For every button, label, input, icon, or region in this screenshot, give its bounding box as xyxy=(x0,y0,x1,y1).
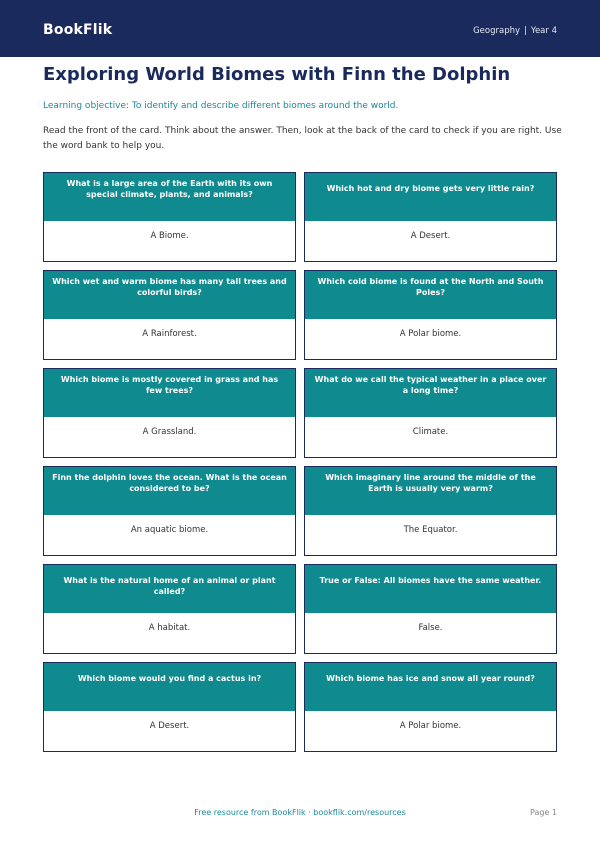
page-title: Exploring World Biomes with Finn the Dolphin xyxy=(43,64,511,85)
card-answer: A Polar biome. xyxy=(305,711,556,751)
card-question: Which biome would you find a cactus in? xyxy=(44,663,295,711)
flashcard xyxy=(43,270,296,360)
subject-label: Geography xyxy=(473,26,521,36)
card-row xyxy=(43,466,557,556)
card-question: Which imaginary line around the middle of the Earth is usually very warm? xyxy=(305,467,556,515)
card-answer: An aquatic biome. xyxy=(44,515,295,555)
card-question: Which biome has ice and snow all year round? xyxy=(305,663,556,711)
card-question: Which cold biome is found at the North and South Poles? xyxy=(305,271,556,319)
card-question: True or False: All biomes have the same weather. xyxy=(305,565,556,613)
card-question: Which biome is mostly covered in grass and has few trees? xyxy=(44,369,295,417)
card-row xyxy=(43,270,557,360)
card-question: Finn the dolphin loves the ocean. What is the ocean considered to be? xyxy=(44,467,295,515)
flashcard xyxy=(304,662,557,752)
flashcard xyxy=(43,662,296,752)
flashcard-grid xyxy=(43,172,557,760)
card-answer: A Grassland. xyxy=(44,417,295,457)
separator: | xyxy=(524,26,527,36)
card-answer: The Equator. xyxy=(305,515,556,555)
card-question: Which wet and warm biome has many tall trees and colorful birds? xyxy=(44,271,295,319)
card-question: What do we call the typical weather in a place over a long time? xyxy=(305,369,556,417)
learning-objective: Learning objective: To identify and describe different biomes around the world. xyxy=(43,101,399,111)
flashcard xyxy=(304,564,557,654)
card-answer: A habitat. xyxy=(44,613,295,653)
page-number: Page 1 xyxy=(530,808,557,817)
footer-credit: Free resource from BookFlik · bookflik.com/resources xyxy=(194,808,406,817)
flashcard xyxy=(43,466,296,556)
subject-year xyxy=(473,26,557,36)
card-row xyxy=(43,368,557,458)
flashcard xyxy=(304,466,557,556)
flashcard xyxy=(304,270,557,360)
card-answer: Climate. xyxy=(305,417,556,457)
card-row xyxy=(43,172,557,262)
flashcard xyxy=(43,172,296,262)
year-label: Year 4 xyxy=(530,26,557,36)
flashcard xyxy=(304,172,557,262)
card-answer: A Biome. xyxy=(44,221,295,261)
flashcard xyxy=(43,564,296,654)
card-row xyxy=(43,662,557,752)
card-question: What is a large area of the Earth with its own special climate, plants, and animals? xyxy=(44,173,295,221)
flashcard xyxy=(43,368,296,458)
card-question: Which hot and dry biome gets very little rain? xyxy=(305,173,556,221)
card-answer: A Desert. xyxy=(305,221,556,261)
card-answer: False. xyxy=(305,613,556,653)
flashcard xyxy=(304,368,557,458)
brand-logo-text: BookFlik xyxy=(43,22,113,38)
card-answer: A Polar biome. xyxy=(305,319,556,359)
card-answer: A Desert. xyxy=(44,711,295,751)
card-row xyxy=(43,564,557,654)
card-answer: A Rainforest. xyxy=(44,319,295,359)
header-bar xyxy=(0,0,600,57)
card-question: What is the natural home of an animal or plant called? xyxy=(44,565,295,613)
instructions: Read the front of the card. Think about the answer. Then, look at the back of the card to check if you are right. Use the word bank to help you. xyxy=(43,126,562,151)
